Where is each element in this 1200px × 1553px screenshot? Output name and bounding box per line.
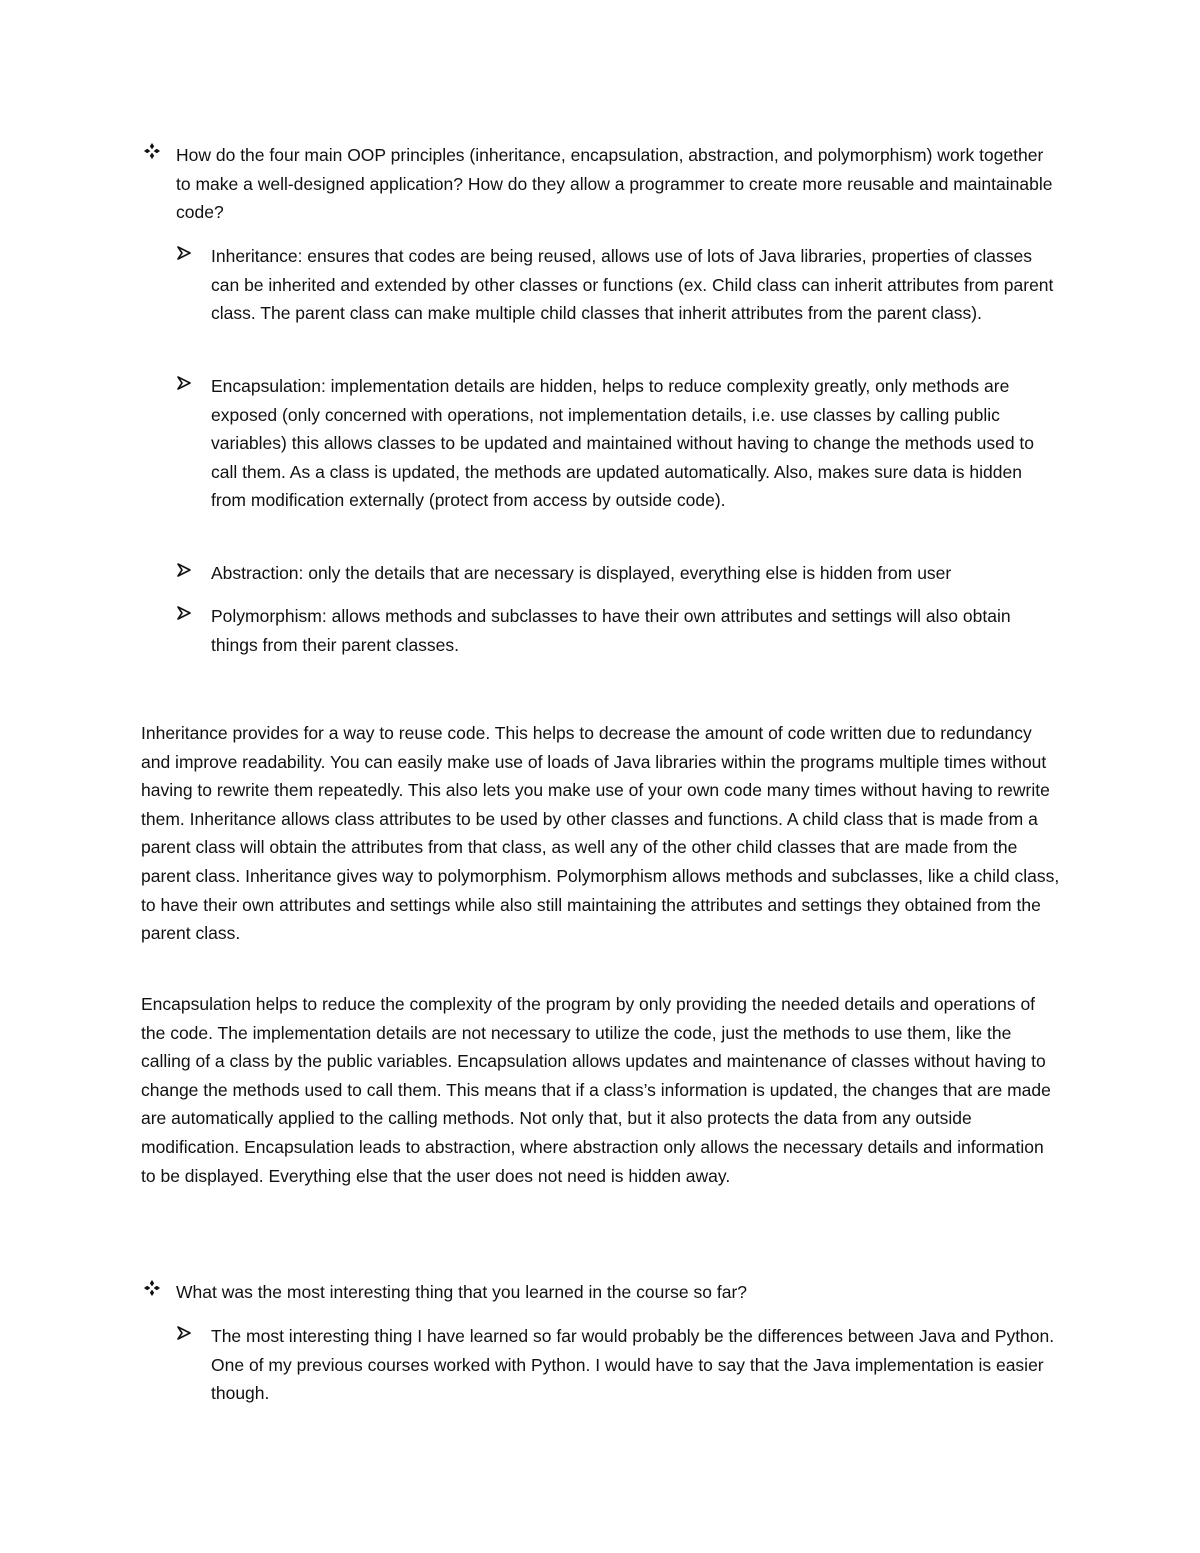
- paragraph-inheritance: Inheritance provides for a way to reuse code. This helps to decrease the amount of code written due to redundancy and improve readability. You can easily make use of loads of Java libraries within the programs multiple times without having to rewrite them repeatedly. This also lets you make use of your own code many times without having to rewrite them. Inheritance allows class attributes to be used by other classes and functions. A child class that is made from a parent class will obtain the attributes from that class, as well any of the other child classes that are made from the parent class. Inheritance gives way to polymorphism. Polymorphism allows methods and subclasses, like a child class, to have their own attributes and settings while also still maintaining the attributes and settings they obtained from the parent class.: [141, 723, 1060, 944]
- arrowhead-icon: [176, 1322, 192, 1351]
- answer-polymorphism: Polymorphism: allows methods and subclasses to have their own attributes and settings will also obtain things from their parent classes.: [211, 606, 1011, 655]
- arrowhead-icon: [176, 559, 192, 588]
- answer-abstraction: Abstraction: only the details that are necessary is displayed, everything else is hidden from user: [211, 563, 952, 583]
- arrowhead-icon: [176, 242, 192, 271]
- question-1-text: How do the four main OOP principles (inheritance, encapsulation, abstraction, and polymorphism) work together to make a well-designed application? How do they allow a programmer to create more reusable and maintainable code?: [176, 145, 1053, 223]
- paragraph-encapsulation: Encapsulation helps to reduce the complexity of the program by only providing the needed details and operations of the code. The implementation details are not necessary to utilize the code, just the methods to use them, like the calling of a class by the public variables. Encapsulation allows updates and maintenance of classes without having to change the methods used to call them. This means that if a class’s information is updated, the changes that are made are automatically applied to the calling methods. Not only that, but it also protects the data from any outside modification. Encapsulation leads to abstraction, where abstraction only allows the necessary details and information to be displayed. Everything else that the user does not need is hidden away.: [141, 994, 1051, 1186]
- answer-interesting-thing: The most interesting thing I have learned so far would probably be the differences between Java and Python. One of my previous courses worked with Python. I would have to say that the Java implementation is easier though.: [211, 1326, 1055, 1404]
- answer-encapsulation: Encapsulation: implementation details are hidden, helps to reduce complexity greatly, only methods are exposed (only concerned with operations, not implementation details, i.e. use classes by calling public variables) this allows classes to be updated and maintained without having to change the methods used to call them. As a class is updated, the methods are updated automatically. Also, makes sure data is hidden from modification externally (protect from access by outside code).: [211, 376, 1035, 511]
- four-diamond-icon: [143, 141, 161, 170]
- arrowhead-icon: [176, 372, 192, 401]
- arrowhead-icon: [176, 602, 192, 631]
- question-2-text: What was the most interesting thing that you learned in the course so far?: [176, 1282, 748, 1302]
- four-diamond-icon: [143, 1278, 161, 1307]
- answer-inheritance: Inheritance: ensures that codes are being reused, allows use of lots of Java libraries, properties of classes can be inherited and extended by other classes or functions (ex. Child class can inherit attributes from parent class. The parent class can make multiple child classes that inherit attributes from the parent class).: [211, 246, 1054, 324]
